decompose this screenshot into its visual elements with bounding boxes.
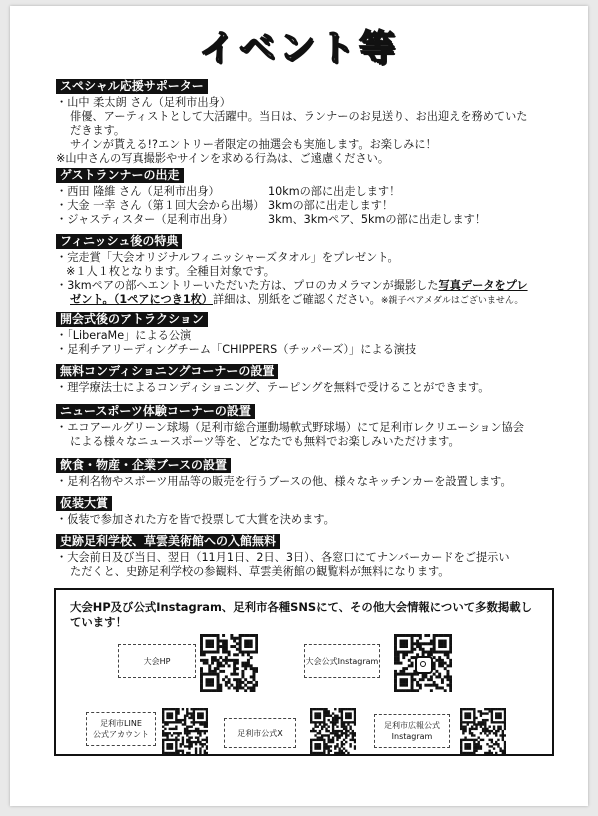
section-heading: ニュースポーツ体験コーナーの設置: [56, 404, 255, 419]
section-heading: 飲食・物産・企業ブースの設置: [56, 458, 231, 473]
photo-data-emphasis: 写真データをプレ: [438, 279, 528, 292]
text-line: による様々なニュースポーツ等を、どなたでも無料でお楽しみいただけます。: [70, 435, 460, 448]
text-line: ・足利チアリーディングチーム「CHIPPERS（チッパーズ）」による演技: [56, 343, 417, 356]
text-line: ・「LiberaMe」による公演: [56, 329, 192, 342]
sns-info-box: [54, 588, 554, 756]
guest-name: ・西田 隆維 さん（足利市出身）: [56, 185, 220, 198]
text-line: [56, 279, 556, 293]
photo-data-emphasis: ゼント。（1ペアにつき1枚）: [70, 293, 213, 306]
section-new-sports: [56, 404, 556, 449]
guest-note: 3km、3kmペア、5kmの部に出走します！: [268, 213, 487, 226]
text-span: ・3kmペアの部へエントリーいただいた方は、プロのカメラマンが撮影した: [56, 279, 439, 292]
guest-note: 3kmの部に出走します！: [268, 199, 394, 212]
guest-note: 10kmの部に出走します！: [268, 185, 401, 198]
section-heading: スペシャル応援サポーター: [56, 79, 208, 94]
label-x: 足利市公式X: [224, 718, 296, 748]
guest-row: [56, 185, 556, 199]
text-line: だきます。: [70, 124, 126, 137]
label-line: 足利市LINE 公式アカウント: [86, 712, 156, 746]
section-opening-attractions: [56, 312, 556, 357]
guest-name: ・大金 一幸 さん（第１回大会から出場）: [56, 199, 265, 212]
text-line: ※１人１枚となります。全種目対象です。: [66, 265, 275, 278]
section-heading: フィニッシュ後の特典: [56, 234, 182, 249]
section-heading: ゲストランナーの出走: [56, 168, 184, 183]
section-heading: 開会式後のアトラクション: [56, 312, 208, 327]
text-line: ・エコアールグリーン球場（足利市総合運動場軟式野球場）にて足利市レクリエーション協会: [56, 421, 524, 434]
page-title: イベント等: [198, 28, 399, 69]
section-costume: [56, 496, 556, 527]
small-note: ※親子ペアメダルはございません。: [380, 296, 524, 306]
hp-qr-code[interactable]: [200, 634, 258, 692]
section-booths: [56, 458, 556, 489]
text-line: ・仮装で参加された方を皆で投票して大賞を決めます。: [56, 513, 335, 526]
text-line: ・山中 柔太朗 さん（足利市出身）: [56, 96, 231, 109]
section-finish-benefits: [56, 234, 556, 308]
label-instagram: 大会公式Instagram: [304, 644, 380, 678]
section-heading: 仮装大賞: [56, 496, 112, 511]
text-line: ・足利名物やスポーツ用品等の販売を行うブースの他、様々なキッチンカーを設置します。: [56, 475, 512, 488]
text-line: ・理学療法士によるコンディショニング、テーピングを無料で受けることができます。: [56, 381, 490, 394]
text-line: ・完走賞「大会オリジナルフィニッシャーズタオル」をプレゼント。: [56, 251, 399, 264]
section-special-supporter: [56, 79, 556, 166]
text-line: サインが貰える!?エントリー者限定の抽選会も実施します。お楽しみに！: [70, 138, 437, 151]
text-line: [56, 293, 556, 308]
guest-row: [56, 213, 556, 227]
label-hp: 大会HP: [118, 644, 196, 678]
text-line: 俳優、アーティストとして大活躍中。当日は、ランナーのお見送り、お出迎えを務めていた: [70, 110, 528, 123]
instagram-icon: [415, 656, 433, 674]
section-conditioning: [56, 364, 556, 395]
koho-qr-code[interactable]: [460, 708, 506, 754]
guest-name: ・ジャスティスター（足利市出身）: [56, 213, 234, 226]
text-span: 詳細は、別紙をご確認ください。: [213, 293, 381, 306]
section-heading: 無料コンディショニングコーナーの設置: [56, 364, 278, 379]
text-line: ※山中さんの写真撮影やサインを求める行為は、ご遠慮ください。: [56, 152, 390, 165]
label-koho-instagram: 足利市広報公式 Instagram: [374, 714, 450, 748]
text-line: ・大会前日及び当日、翌日（11月1日、2日、3日）、各窓口にてナンバーカードをご提示い: [56, 551, 510, 564]
section-guest-runners: [56, 168, 556, 227]
guest-row: [56, 199, 556, 213]
section-heading: 史跡足利学校、草雲美術館への入館無料: [56, 534, 280, 549]
text-line: ただくと、史跡足利学校の参観料、草雲美術館の観覧料が無料になります。: [70, 565, 450, 578]
sns-info-note: 大会HP及び公式Instagram、足利市各種SNSにて、その他大会情報について多数掲載しています！: [70, 600, 533, 629]
x-qr-code[interactable]: [310, 708, 356, 754]
flyer-page: [10, 6, 588, 806]
line-qr-code[interactable]: [162, 708, 208, 754]
section-free-admission: [56, 534, 556, 579]
